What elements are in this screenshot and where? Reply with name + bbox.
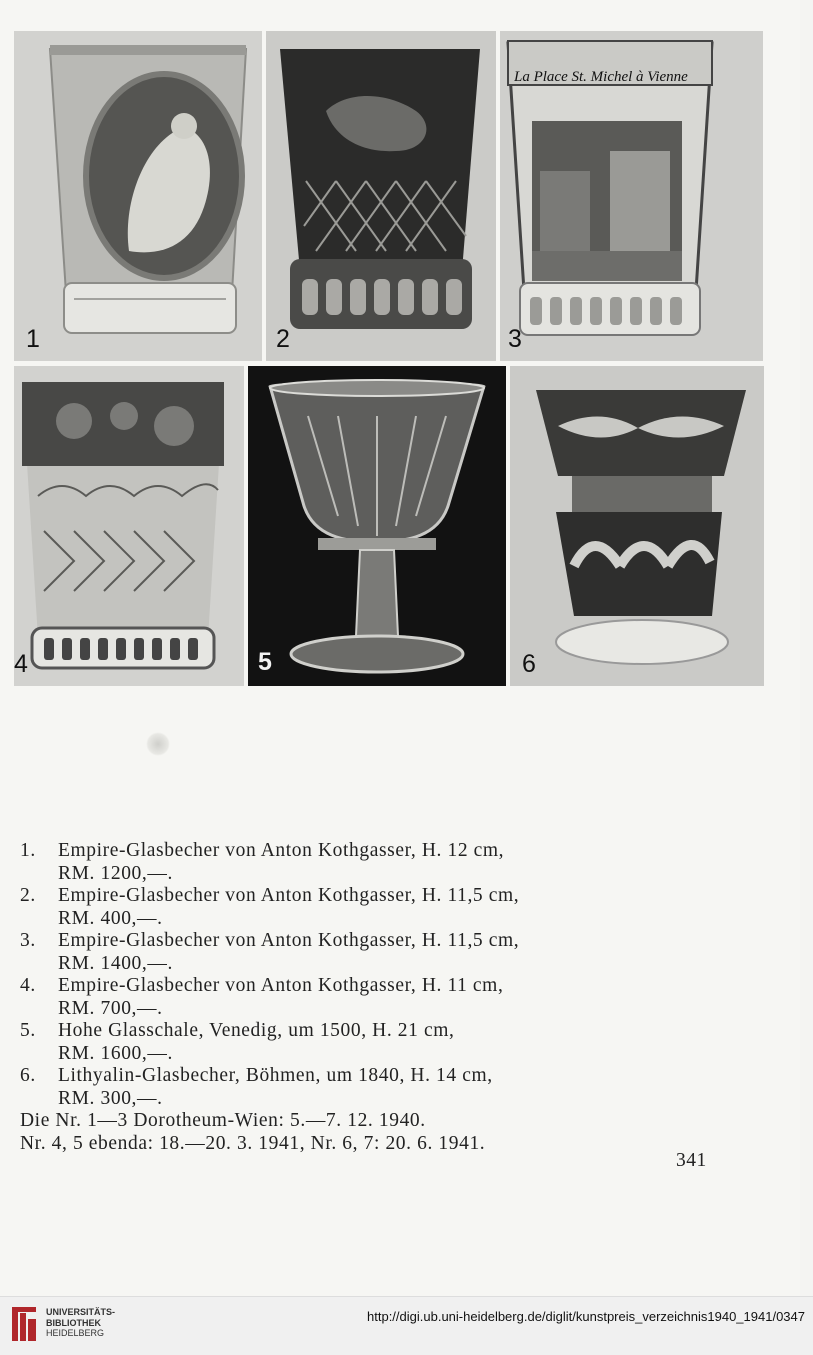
- beaker-6-image: [510, 366, 764, 686]
- caption-number: 3.: [20, 930, 36, 951]
- caption-number: 1.: [20, 840, 36, 861]
- goblet-5-image: [248, 366, 506, 686]
- logo-line-3: HEIDELBERG: [46, 1328, 105, 1338]
- figure-number-6: 6: [522, 650, 536, 678]
- figure-number-3: 3: [508, 325, 522, 353]
- figure-number-4: 4: [14, 650, 28, 678]
- figure-6-photo: [510, 366, 764, 686]
- caption-price: RM. 1400,—.: [58, 952, 173, 974]
- figure-number-1: 1: [26, 325, 40, 353]
- caption-list: [20, 840, 640, 1155]
- source-url-link[interactable]: http://digi.ub.uni-heidelberg.de/diglit/kunstpreis_verzeichnis1940_1941/0347: [367, 1309, 805, 1324]
- caption-item-4: [20, 975, 640, 1020]
- caption-price: RM. 400,—.: [58, 907, 163, 929]
- figure-4-photo: [14, 366, 244, 686]
- figure-number-2: 2: [276, 325, 290, 353]
- figure-3-rim-inscription: La Place St. Michel à Vienne: [514, 69, 688, 85]
- caption-line: Lithyalin-Glasbecher, Böhmen, um 1840, H. 14 cm,: [58, 1065, 493, 1086]
- footer-bar: [0, 1296, 813, 1355]
- caption-price: RM. 700,—.: [58, 997, 163, 1019]
- caption-line: Empire-Glasbecher von Anton Kothgasser, H. 11,5 cm,: [58, 885, 520, 906]
- caption-item-3: [20, 930, 640, 975]
- logo-line-2: BIBLIOTHEK: [46, 1317, 101, 1328]
- caption-line: Empire-Glasbecher von Anton Kothgasser, H. 11,5 cm,: [58, 930, 520, 951]
- caption-item-6: [20, 1065, 640, 1110]
- figure-1-photo: [14, 31, 262, 361]
- caption-item-2: [20, 885, 640, 930]
- figure-number-5: 5: [258, 648, 272, 676]
- caption-number: 5.: [20, 1020, 36, 1041]
- beaker-2-image: [266, 31, 496, 361]
- auction-note-1: Die Nr. 1—3 Dorotheum-Wien: 5.—7. 12. 1940.: [20, 1110, 426, 1131]
- caption-price: RM. 1200,—.: [58, 862, 173, 884]
- page-number: 341: [676, 1150, 707, 1171]
- university-logo-icon: [10, 1305, 38, 1343]
- caption-line: Empire-Glasbecher von Anton Kothgasser, H. 11 cm,: [58, 975, 504, 996]
- auction-note-2: Nr. 4, 5 ebenda: 18.—20. 3. 1941, Nr. 6, 7: 20. 6. 1941.: [20, 1132, 486, 1154]
- figure-2-photo: [266, 31, 496, 361]
- figure-3-photo: [500, 31, 763, 361]
- caption-line: Empire-Glasbecher von Anton Kothgasser, H. 12 cm,: [58, 840, 505, 861]
- beaker-1-image: [14, 31, 262, 361]
- caption-price: RM. 300,—.: [58, 1087, 163, 1109]
- caption-number: 2.: [20, 885, 36, 906]
- caption-item-5: [20, 1020, 640, 1065]
- figure-5-photo: [248, 366, 506, 686]
- caption-item-1: [20, 840, 640, 885]
- paper-speck: [146, 732, 170, 756]
- library-logo-text: [46, 1307, 115, 1339]
- caption-number: 4.: [20, 975, 36, 996]
- logo-line-1: UNIVERSITÄTS-: [46, 1307, 116, 1317]
- beaker-4-image: [14, 366, 244, 686]
- caption-price: RM. 1600,—.: [58, 1042, 173, 1064]
- caption-line: Hohe Glasschale, Venedig, um 1500, H. 21 cm,: [58, 1020, 455, 1041]
- caption-number: 6.: [20, 1065, 36, 1086]
